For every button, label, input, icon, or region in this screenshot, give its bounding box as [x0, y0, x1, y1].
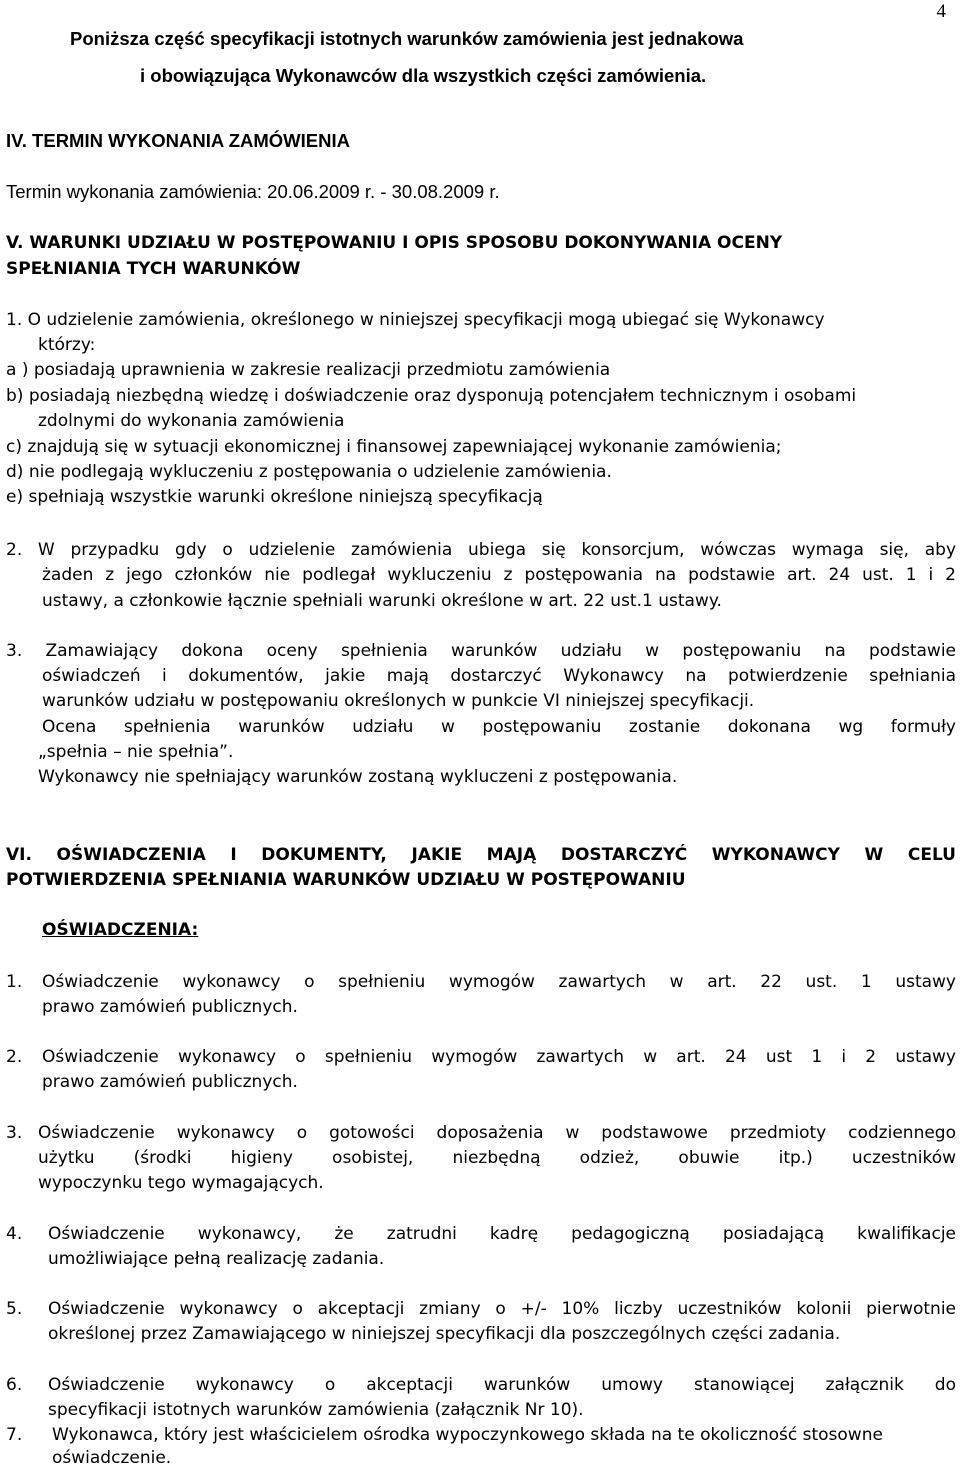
s5-p3-line-3: warunków udziału w postępowaniu określonych w punkcie VI niniejszej specyfikacji. — [42, 691, 755, 711]
item-1-line-1: Oświadczenie wykonawcy o spełnieniu wymogów zawartych w art. 22 ust. 1 ustawy — [42, 972, 956, 992]
s5-p3-line-6: Wykonawcy nie spełniający warunków zostaną wykluczeni z postępowania. — [38, 767, 678, 787]
oswiadczenia-subheading: OŚWIADCZENIA: — [42, 920, 199, 940]
s5-p2-line-1: 2. W przypadku gdy o udzielenie zamówienia ubiega się konsorcjum, wówczas wymaga się, aby — [6, 540, 956, 560]
item-2-number: 2. — [6, 1047, 23, 1067]
s5-p3-line-2: oświadczeń i dokumentów, jakie mają dostarczyć Wykonawcy na potwierdzenie spełniania — [42, 666, 956, 686]
item-6-line-2: specyfikacji istotnych warunków zamówienia (załącznik Nr 10). — [48, 1400, 584, 1420]
item-2-line-1: Oświadczenie wykonawcy o spełnieniu wymogów zawartych w art. 24 ust 1 i 2 ustawy — [42, 1047, 956, 1067]
s5-p1-line-1: 1. O udzielenie zamówienia, określonego w niniejszej specyfikacji mogą ubiegać się Wykonawcy — [6, 310, 825, 330]
section-vi-heading-line-2: POTWIERDZENIA SPEŁNIANIA WARUNKÓW UDZIAŁU W POSTĘPOWANIU — [6, 870, 686, 890]
item-5-line-1: Oświadczenie wykonawcy o akceptacji zmiany o +/- 10% liczby uczestników kolonii pierwotnie — [48, 1299, 956, 1319]
intro-line-1: Poniższa część specyfikacji istotnych warunków zamówienia jest jednakowa — [70, 28, 744, 49]
section-v-heading-line-2: SPEŁNIANIA TYCH WARUNKÓW — [6, 259, 301, 279]
s5-p1-line-8: e) spełniają wszystkie warunki określone niniejszą specyfikacją — [6, 487, 543, 507]
section-iv-heading: IV. TERMIN WYKONANIA ZAMÓWIENIA — [6, 130, 350, 151]
item-3-number: 3. — [6, 1123, 23, 1143]
item-1-number: 1. — [6, 972, 23, 992]
item-5-number: 5. — [6, 1299, 23, 1319]
item-6-line-1: Oświadczenie wykonawcy o akceptacji warunków umowy stanowiącej załącznik do — [48, 1375, 956, 1395]
s5-p1-line-5: zdolnymi do wykonania zamówienia — [38, 411, 345, 431]
s5-p2-line-3: ustawy, a członkowie łącznie spełniali warunki określone w art. 22 ust.1 ustawy. — [42, 591, 722, 611]
item-7-number: 7. — [6, 1425, 23, 1445]
item-4-number: 4. — [6, 1224, 23, 1244]
s5-p3-line-5: „spełnia – nie spełnia”. — [38, 742, 234, 762]
page-number: 4 — [936, 1, 946, 22]
s5-p1-line-6: c) znajdują się w sytuacji ekonomicznej i finansowej zapewniającej wykonanie zamówienia; — [6, 437, 782, 457]
item-2-line-2: prawo zamówień publicznych. — [42, 1072, 298, 1092]
item-3-line-3: wypoczynku tego wymagających. — [38, 1173, 324, 1193]
item-3-line-1: Oświadczenie wykonawcy o gotowości doposażenia w podstawowe przedmioty codziennego — [38, 1123, 956, 1143]
section-iv-text: Termin wykonania zamówienia: 20.06.2009 r. - 30.08.2009 r. — [6, 181, 500, 202]
item-4-line-2: umożliwiające pełną realizację zadania. — [48, 1249, 385, 1269]
item-4-line-1: Oświadczenie wykonawcy, że zatrudni kadrę pedagogiczną posiadającą kwalifikacje — [48, 1224, 956, 1244]
item-3-line-2: użytku (środki higieny osobistej, niezbędną odzież, obuwie itp.) uczestników — [38, 1148, 956, 1168]
s5-p3-line-4: Ocena spełnienia warunków udziału w postępowaniu zostanie dokonana wg formuły — [42, 717, 956, 737]
s5-p1-line-3: a ) posiadają uprawnienia w zakresie realizacji przedmiotu zamówienia — [6, 360, 611, 380]
s5-p2-line-2: żaden z jego członków nie podlegał wykluczeniu z postępowania na podstawie art. 24 ust. 1 i 2 — [42, 565, 956, 585]
item-7-line-2: oświadczenie. — [52, 1448, 172, 1468]
section-vi-heading-line-1: VI. OŚWIADCZENIA I DOKUMENTY, JAKIE MAJĄ DOSTARCZYĆ WYKONAWCY W CELU — [6, 845, 956, 865]
section-v-heading-line-1: V. WARUNKI UDZIAŁU W POSTĘPOWANIU I OPIS SPOSOBU DOKONYWANIA OCENY — [6, 233, 783, 253]
item-7-line-1: Wykonawca, który jest właścicielem ośrodka wypoczynkowego składa na te okoliczność stosowne — [52, 1425, 883, 1445]
s5-p1-line-7: d) nie podlegają wykluczeniu z postępowania o udzielenie zamówienia. — [6, 462, 612, 482]
s5-p3-line-1: 3. Zamawiający dokona oceny spełnienia warunków udziału w postępowaniu na podstawie — [6, 641, 956, 661]
item-5-line-2: określonej przez Zamawiającego w niniejszej specyfikacji dla poszczególnych części zadania. — [48, 1324, 841, 1344]
intro-line-2: i obowiązująca Wykonawców dla wszystkich części zamówienia. — [140, 65, 707, 86]
s5-p1-line-4: b) posiadają niezbędną wiedzę i doświadczenie oraz dysponują potencjałem technicznym i osobami — [6, 386, 857, 406]
s5-p1-line-2: któr​zy: — [38, 335, 96, 355]
item-6-number: 6. — [6, 1375, 23, 1395]
item-1-line-2: prawo zamówień publicznych. — [42, 997, 298, 1017]
